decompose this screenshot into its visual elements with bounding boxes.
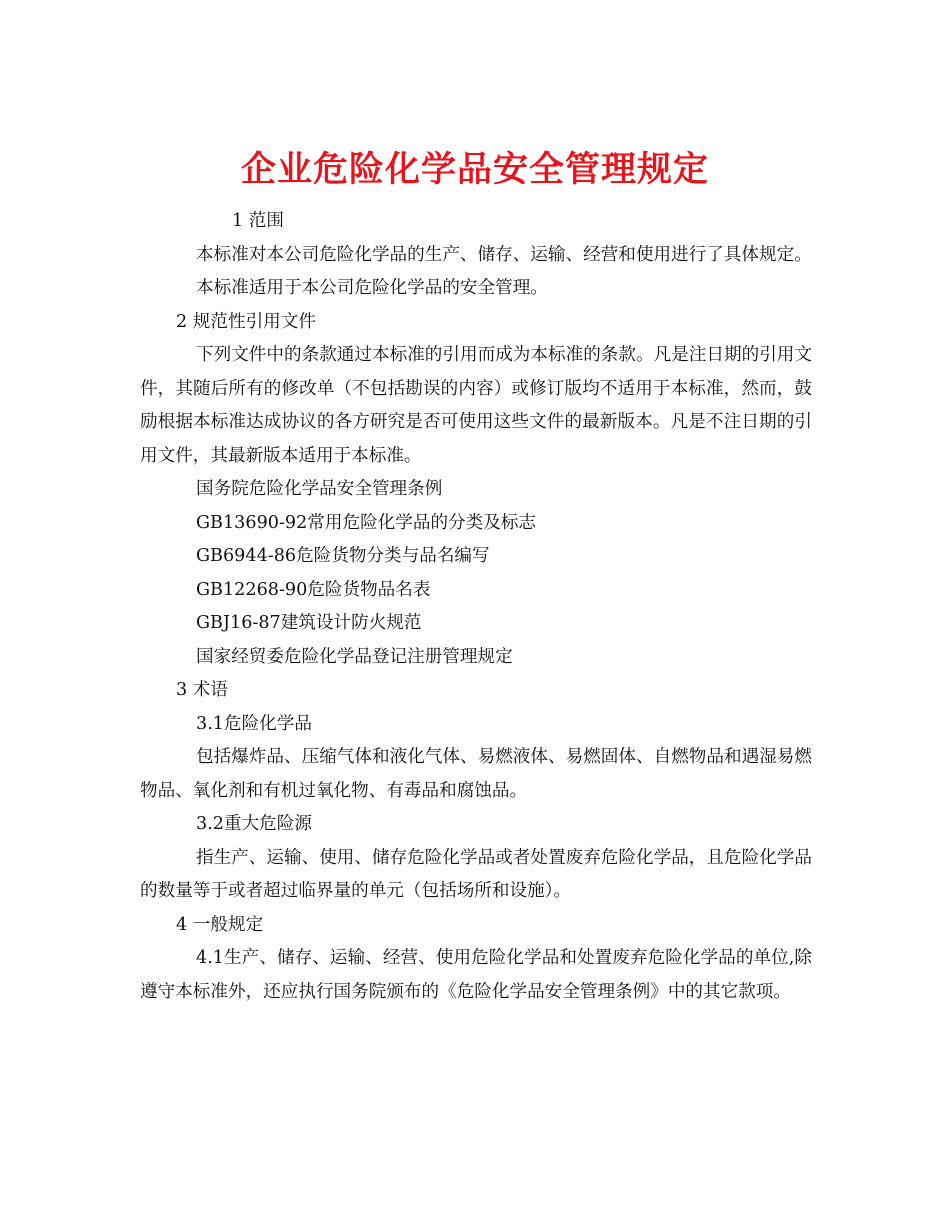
subsection-heading-3-2: 3.2重大危险源 <box>196 814 312 834</box>
paragraph-normative-references: 下列文件中的条款通过本标准的引用而成为本标准的条款。凡是注日期的引用文件，其随后所有的修改单（不包括勘误的内容）或修订版均不适用于本标准，然而，鼓励根据本标准达成协议的各方研究是否可使用这些文件的最新版本。凡是不注日期的引用文件，其最新版本适用于本标准。 <box>140 345 812 466</box>
paragraph-major-hazard-definition: 指生产、运输、使用、储存危险化学品或者处置废弃危险化学品，且危险化学品的数量等于或者超过临界量的单元（包括场所和设施）。 <box>140 847 812 901</box>
reference-item: GB12268-90危险货物品名表 <box>196 579 431 600</box>
reference-item: GBJ16-87建筑设计防火规范 <box>196 613 422 633</box>
reference-item: GB6944-86危险货物分类与品名编写 <box>196 546 490 566</box>
paragraph-hazardous-chemicals-definition: 包括爆炸品、压缩气体和液化气体、易燃液体、易燃固体、自燃物品和遇湿易燃物品、氧化剂和有机过氧化物、有毒品和腐蚀品。 <box>140 747 812 801</box>
document-title: 企业危险化学品安全管理规定 <box>240 150 709 191</box>
reference-item: GB13690-92常用危险化学品的分类及标志 <box>196 512 537 533</box>
section-heading-2: 2 规范性引用文件 <box>176 311 316 332</box>
section-heading-3: 3 术语 <box>176 680 228 700</box>
section-heading-1: 1 范围 <box>232 211 284 231</box>
reference-item: 国务院危险化学品安全管理条例 <box>196 479 443 499</box>
paragraph-general-provision-4-1: 4.1生产、储存、运输、经营、使用危险化学品和处置废弃危险化学品的单位,除遵守本标准外，还应执行国务院颁布的《危险化学品安全管理条例》中的其它款项。 <box>140 948 812 1002</box>
paragraph-applicability: 本标准适用于本公司危险化学品的安全管理。 <box>196 278 548 298</box>
reference-item: 国家经贸委危险化学品登记注册管理规定 <box>196 646 513 667</box>
subsection-heading-3-1: 3.1危险化学品 <box>196 713 312 734</box>
paragraph-scope: 本标准对本公司危险化学品的生产、储存、运输、经营和使用进行了具体规定。 <box>196 244 812 265</box>
document-body <box>140 205 812 1009</box>
section-heading-4: 4 一般规定 <box>176 914 264 935</box>
